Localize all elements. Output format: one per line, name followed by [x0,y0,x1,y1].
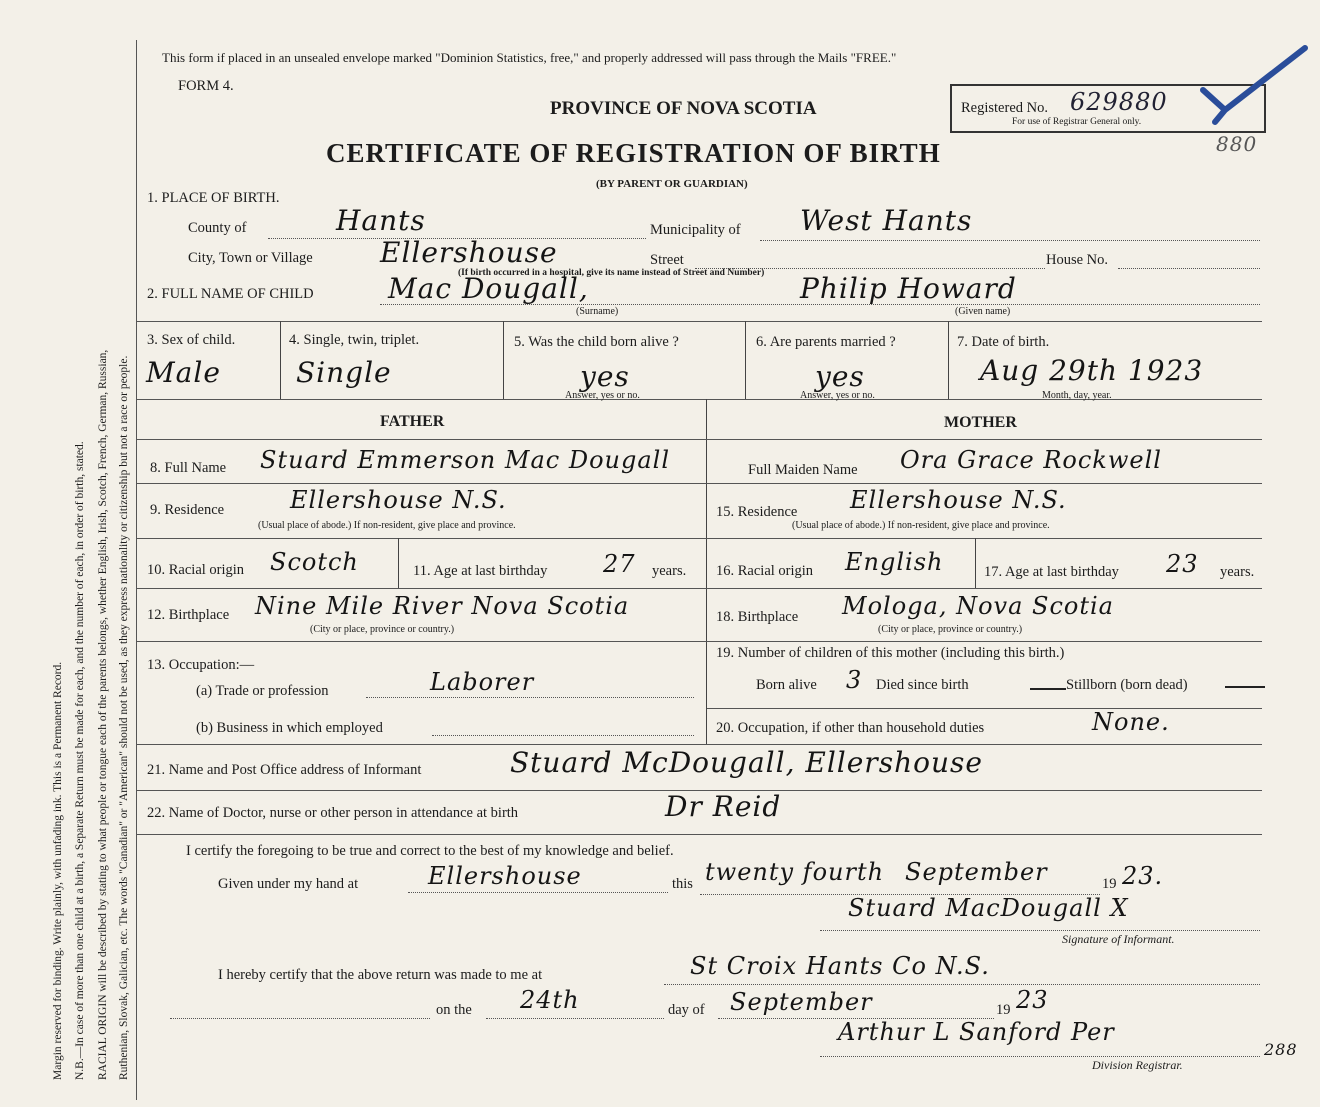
father-business-label: (b) Business in which employed [196,720,383,736]
father-heading: FATHER [380,413,445,430]
mother-name-value: Ora Grace Rockwell [900,446,1162,474]
father-age-value: 27 [603,550,636,578]
registrar-place-value: St Croix Hants Co N.S. [690,952,990,980]
father-name-value: Stuard Emmerson Mac Dougall [260,446,671,474]
province-heading: PROVINCE OF NOVA SCOTIA [550,98,817,119]
registrar-year-prefix: 19 [996,1002,1011,1018]
mother-children-label: 19. Number of children of this mother (including this birth.) [716,645,1065,661]
parents-married-label: 6. Are parents married ? [756,334,896,350]
mother-occupation-label: 20. Occupation, if other than household duties [716,720,985,736]
registrar-year-value: 23 [1016,986,1049,1014]
father-race-label: 10. Racial origin [147,562,245,578]
on-the-label: on the [436,1002,472,1018]
sex-value: Male [146,356,221,389]
mother-race-value: English [845,548,944,576]
city-value: Ellershouse [380,236,558,269]
plurality-value: Single [296,356,392,389]
surname-note: (Surname) [576,306,619,317]
registrar-signature-label: Division Registrar. [1092,1058,1183,1072]
mother-birthplace-label: 18. Birthplace [716,609,799,625]
mail-notice: This form if placed in an unsealed envelope marked "Dominion Statistics, free," and properly addressed will pass through the Mails "FREE." [162,50,897,65]
father-birthplace-value: Nine Mile River Nova Scotia [255,592,630,620]
municipality-value: West Hants [800,204,973,237]
father-age-label: 11. Age at last birthday [413,563,548,579]
given-place-value: Ellershouse [428,862,582,890]
mother-years-label: years. [1220,564,1255,580]
mother-residence-label: 15. Residence [716,504,798,520]
stillborn-label: Stillborn (born dead) [1066,677,1188,693]
mother-name-label: Full Maiden Name [748,462,858,478]
registrar-signature: Arthur L Sanford Per [838,1018,1115,1046]
date-of-birth-value: Aug 29th 1923 [980,354,1204,387]
born-alive-value: yes [580,360,630,393]
margin-note-4: Ruthenian, Slovak, Galician, etc. The words "Canadian" or "American" should not be used, as they express nationality or citizenship but not a race or people. [118,355,130,1080]
this-label: this [672,876,693,892]
mother-age-value: 23 [1166,550,1199,578]
father-trade-value: Laborer [430,668,535,696]
registered-value: 629880 [1070,88,1168,116]
hospital-note: (If birth occurred in a hospital, give its name instead of Street and Number) [458,268,765,278]
given-month-value: September [905,858,1048,886]
informant-label: 21. Name and Post Office address of Informant [147,762,422,778]
mother-birthplace-value: Mologa, Nova Scotia [842,592,1114,620]
certificate-subtitle: (BY PARENT OR GUARDIAN) [596,178,748,190]
date-of-birth-note: Month, day, year. [1042,390,1112,401]
mother-residence-note: (Usual place of abode.) If non-resident, give place and province. [792,520,1050,531]
county-label: County of [188,220,247,236]
doctor-label: 22. Name of Doctor, nurse or other person in attendance at birth [147,805,519,821]
father-years-label: years. [652,563,687,579]
died-since-birth-label: Died since birth [876,677,969,693]
date-of-birth-label: 7. Date of birth. [957,334,1050,350]
given-name-note: (Given name) [955,306,1011,317]
informant-value: Stuard McDougall, Ellershouse [510,746,983,779]
doctor-value: Dr Reid [665,790,782,823]
father-trade-label: (a) Trade or profession [196,683,329,699]
certificate-title: CERTIFICATE OF REGISTRATION OF BIRTH [326,138,941,168]
margin-note-3: RACIAL ORIGIN will be described by stating to what people or tongue each of the parents belongs, whether English, Irish, Scotch, French, German, Russian, [97,349,109,1080]
father-name-label: 8. Full Name [150,460,227,476]
mother-birthplace-note: (City or place, province or country.) [878,624,1023,635]
mother-occupation-value: None. [1092,708,1170,736]
father-birthplace-label: 12. Birthplace [147,607,230,623]
mother-heading: MOTHER [944,414,1017,431]
father-birthplace-note: (City or place, province or country.) [310,624,455,635]
child-name-label: 2. FULL NAME OF CHILD [147,286,314,302]
day-of-label: day of [668,1002,705,1018]
plurality-label: 4. Single, twin, triplet. [289,332,420,348]
given-year-prefix: 19 [1102,876,1117,892]
born-alive-note: Answer, yes or no. [565,390,640,401]
registrar-day-value: 24th [520,986,580,1014]
born-alive-label: 5. Was the child born alive ? [514,334,679,350]
registered-note: For use of Registrar General only. [1012,117,1142,127]
margin-note-1: Margin reserved for binding. Write plainly, with unfading ink. This is a Permanent Record. [52,661,64,1080]
municipality-label: Municipality of [650,222,741,238]
father-residence-label: 9. Residence [150,502,225,518]
city-label: City, Town or Village [188,250,313,266]
born-alive-count-label: Born alive [756,677,817,693]
father-residence-note: (Usual place of abode.) If non-resident, give place and province. [258,520,516,531]
parents-married-note: Answer, yes or no. [800,390,875,401]
registrar-corner-number: 288 [1264,1040,1298,1059]
place-of-birth-label: 1. PLACE OF BIRTH. [147,190,280,206]
born-alive-count: 3 [846,666,863,694]
form-border [136,40,137,1100]
given-year-value: 23. [1122,862,1164,890]
sex-label: 3. Sex of child. [147,332,236,348]
mother-race-label: 16. Racial origin [716,563,814,579]
mother-age-label: 17. Age at last birthday [984,564,1119,580]
street-label: Street [650,252,684,268]
child-given-name: Philip Howard [800,272,1017,305]
house-number-label: House No. [1046,252,1109,268]
father-residence-value: Ellershouse N.S. [290,486,507,514]
child-surname: Mac Dougall, [388,272,589,305]
registrar-month-value: September [730,988,873,1016]
form-number: FORM 4. [178,78,234,94]
given-day-value: twenty fourth [705,858,885,886]
registered-label: Registered No. [961,100,1048,116]
certify-statement: I certify the foregoing to be true and correct to the best of my knowledge and belief. [186,843,674,859]
informant-signature-label: Signature of Informant. [1062,932,1175,946]
informant-signature: Stuard MacDougall X [848,894,1129,922]
blue-check-icon [1185,40,1315,130]
county-value: Hants [336,204,426,237]
father-race-value: Scotch [270,548,359,576]
registrar-certify-statement: I hereby certify that the above return was made to me at [218,967,543,983]
mother-residence-value: Ellershouse N.S. [850,486,1067,514]
given-under-hand-label: Given under my hand at [218,876,359,892]
parents-married-value: yes [815,360,865,393]
father-occupation-label: 13. Occupation:— [147,657,255,673]
margin-note-2: N.B.—In case of more than one child at a birth, a Separate Return must be made for each, and the number of each, in order of birth, stated. [74,441,86,1080]
corner-number: 880 [1216,132,1258,156]
